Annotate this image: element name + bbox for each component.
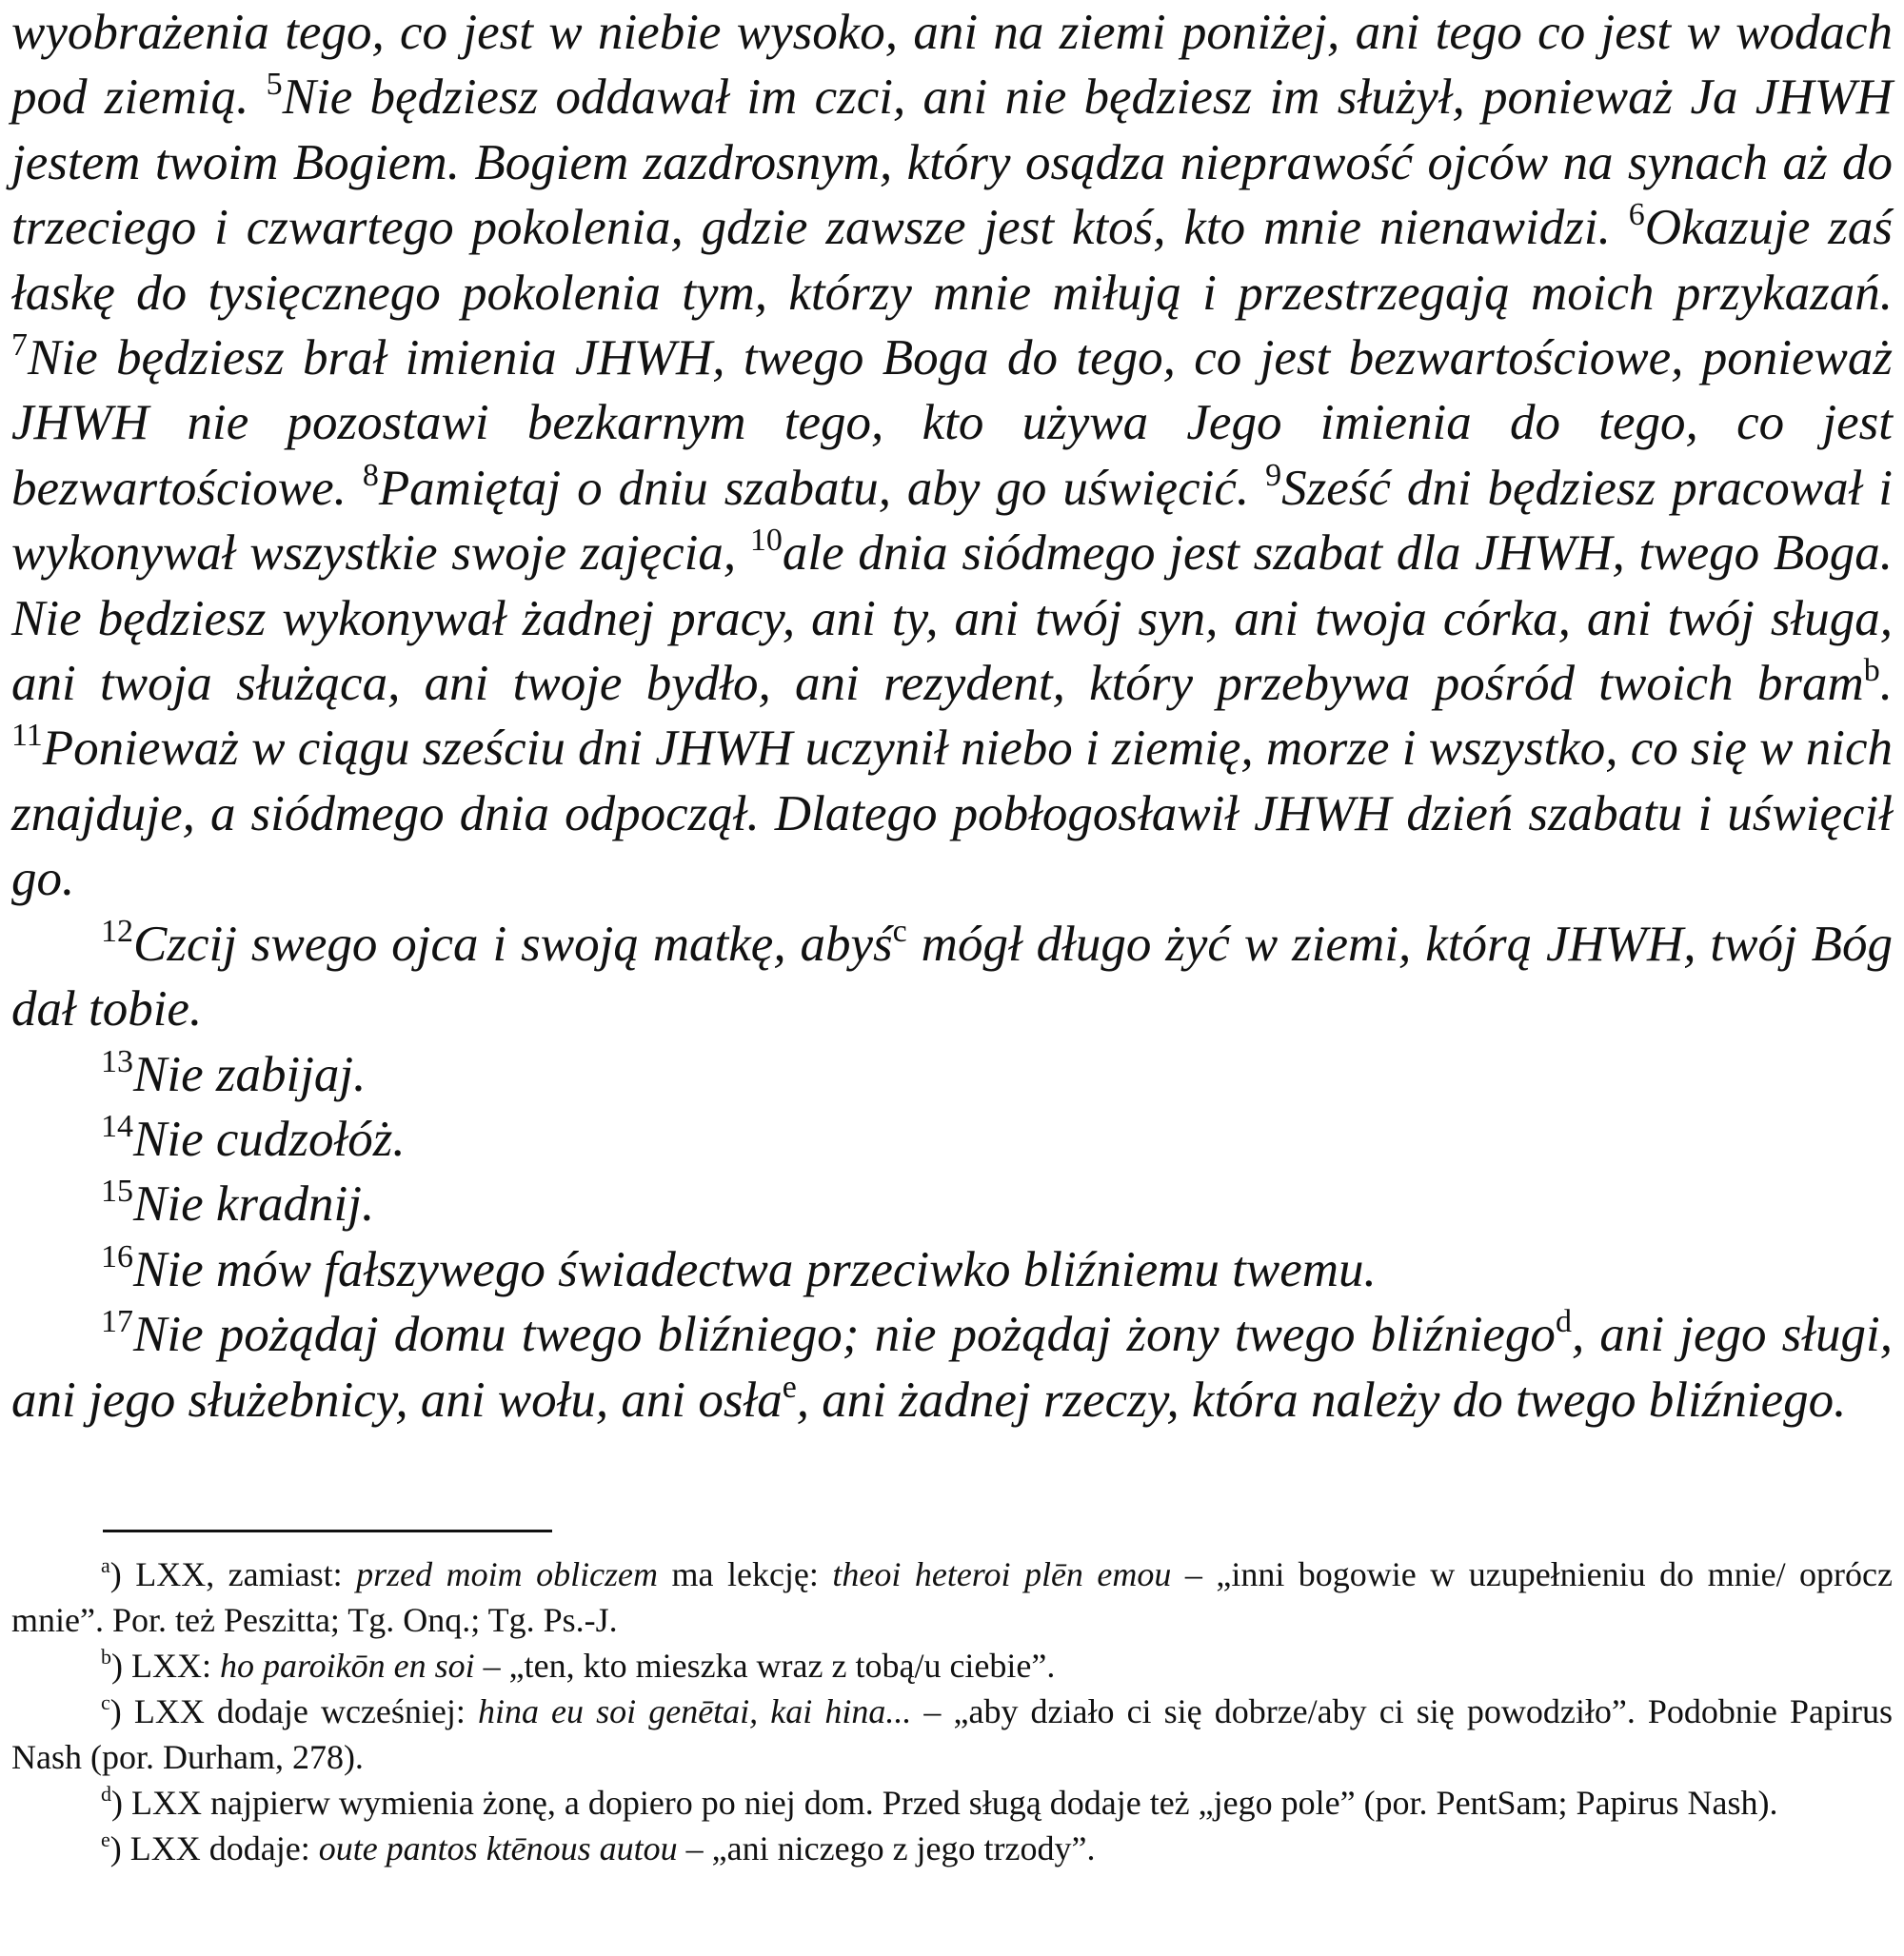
footnotes (11, 1551, 1893, 1871)
main-text (11, 0, 1893, 1432)
verse-or-note-marker: 9 (1265, 457, 1282, 493)
paragraph-verse-16 (11, 1237, 1893, 1302)
text-run: , ani żadnej rzeczy, która należy do twego bliźniego. (796, 1372, 1847, 1428)
verse-or-note-marker: 6 (1628, 197, 1645, 233)
verse-or-note-marker: 13 (101, 1043, 133, 1079)
text-run: , ani jego sługi, ani jego służebnicy, ani wołu, ani osła (11, 1307, 1893, 1428)
footnote-e (11, 1826, 1893, 1871)
text-run: Pamiętaj o dniu szabatu, aby go uświęcić. (378, 460, 1266, 516)
verse-or-note-marker: 7 (11, 327, 28, 364)
text-run: Nie będziesz brał imienia JHWH, twego Boga do tego, co jest bezwartościowe, ponieważ JHWH nie pozostawi bezkarnym tego, kto używa Jego imienia do tego, co jest bezwartościowe. (11, 330, 1893, 516)
footnote-separator (103, 1530, 552, 1532)
italic-text: hina eu soi genētai, kai hina... (477, 1692, 912, 1730)
italic-text: oute pantos ktēnous autou (318, 1829, 678, 1867)
footnote-d (11, 1780, 1893, 1826)
verse-or-note-marker: d (101, 1782, 111, 1806)
paragraph-verse-14 (11, 1107, 1893, 1172)
paragraph-verses-4-11 (11, 0, 1893, 912)
text-run: ) LXX: (111, 1647, 220, 1685)
text-run: – „ani niczego z jego trzody”. (677, 1829, 1096, 1867)
text-run: ) LXX najpierw wymienia żonę, a dopiero po niej dom. Przed sługą dodaje też „jego pole” (por. PentSam; Papirus Nash). (111, 1784, 1778, 1822)
text-run: Nie zabijaj. (133, 1046, 367, 1102)
verse-or-note-marker: 10 (749, 523, 783, 559)
verse-or-note-marker: e (101, 1828, 110, 1851)
text-run: – „inni bogowie w uzupełnieniu do mnie/ oprócz mnie”. Por. też Peszitta; Tg. Onq.; Tg. Ps.-J. (11, 1555, 1894, 1639)
footnote-b (11, 1643, 1893, 1689)
verse-or-note-marker: 16 (101, 1238, 133, 1274)
verse-or-note-marker: d (1555, 1304, 1572, 1340)
paragraph-verse-13 (11, 1042, 1893, 1107)
text-run: . (1879, 656, 1893, 712)
verse-or-note-marker: 15 (101, 1174, 133, 1210)
paragraph-verse-17 (11, 1302, 1893, 1432)
text-run: wyobrażenia tego, co jest w niebie wysoko, ani na ziemi poniżej, ani tego co jest w wodach pod ziemią. (11, 5, 1893, 126)
text-run: Nie mów fałszywego świadectwa przeciwko bliźniemu twemu. (133, 1241, 1377, 1297)
verse-or-note-marker: c (101, 1690, 110, 1714)
text-run: – „ten, kto mieszka wraz z tobą/u ciebie”. (474, 1647, 1056, 1685)
verse-or-note-marker: 11 (11, 718, 43, 754)
verse-or-note-marker: c (892, 913, 907, 949)
italic-text: theoi heteroi plēn emou (832, 1555, 1172, 1593)
text-run: ) LXX dodaje wcześniej: (109, 1692, 478, 1730)
verse-or-note-marker: 17 (101, 1304, 133, 1340)
text-run: Nie pożądaj domu twego bliźniego; nie pożądaj żony twego bliźniego (133, 1307, 1556, 1363)
text-run: ) LXX, zamiast: (109, 1555, 357, 1593)
footnote-c (11, 1689, 1893, 1780)
text-run: Czcij swego ojca i swoją matkę, abyś (133, 916, 893, 972)
verse-or-note-marker: e (782, 1369, 797, 1405)
verse-or-note-marker: b (1863, 653, 1880, 689)
verse-or-note-marker: b (101, 1645, 111, 1669)
text-run: Nie kradnij. (133, 1176, 375, 1233)
text-run: ale dnia siódmego jest szabat dla JHWH, twego Boga. Nie będziesz wykonywał żadnej pracy, ani ty, ani twój syn, ani twoja córka, ani twój sługa, ani twoja służąca, ani twoje bydło, ani rezydent, który przebywa pośród twoich bram (11, 525, 1893, 712)
paragraph-verse-12 (11, 912, 1893, 1042)
text-run: mógł długo żyć w ziemi, którą JHWH, twój Bóg dał tobie. (11, 916, 1893, 1037)
text-run: Nie cudzołóż. (133, 1111, 406, 1167)
verse-or-note-marker: 12 (101, 913, 133, 949)
text-run: ) LXX dodaje: (109, 1829, 319, 1867)
text-run: – „aby działo ci się dobrze/aby ci się powodziło”. Podobnie Papirus Nash (por. Durham, 278). (11, 1692, 1893, 1776)
italic-text: przed moim obliczem (356, 1555, 659, 1593)
footnote-a (11, 1551, 1893, 1643)
verse-or-note-marker: 8 (362, 457, 379, 493)
text-run: Okazuje zaś łaskę do tysięcznego pokolenia tym, którzy mnie miłują i przestrzegają moich przykazań. (11, 200, 1893, 321)
text-run: ma lekcję: (658, 1555, 833, 1593)
verse-or-note-marker: 5 (266, 67, 283, 103)
verse-or-note-marker: 14 (101, 1108, 133, 1144)
verse-or-note-marker: a (101, 1553, 110, 1577)
text-run: Sześć dni będziesz pracował i wykonywał wszystkie swoje zajęcia, (11, 460, 1893, 582)
text-run: Ponieważ w ciągu sześciu dni JHWH uczynił niebo i ziemię, morze i wszystko, co się w nich znajduje, a siódmego dnia odpoczął. Dlatego pobłogosławił JHWH dzień szabatu i uświęcił go. (11, 721, 1893, 907)
italic-text: ho paroikōn en soi (219, 1647, 475, 1685)
paragraph-verse-15 (11, 1172, 1893, 1236)
text-run: Nie będziesz oddawał im czci, ani nie będziesz im służył, ponieważ Ja JHWH jestem twoim Bogiem. Bogiem zazdrosnym, który osądza nieprawość ojców na synach aż do trzeciego i czwartego pokolenia, gdzie zawsze jest ktoś, kto mnie nienawidzi. (11, 69, 1893, 256)
